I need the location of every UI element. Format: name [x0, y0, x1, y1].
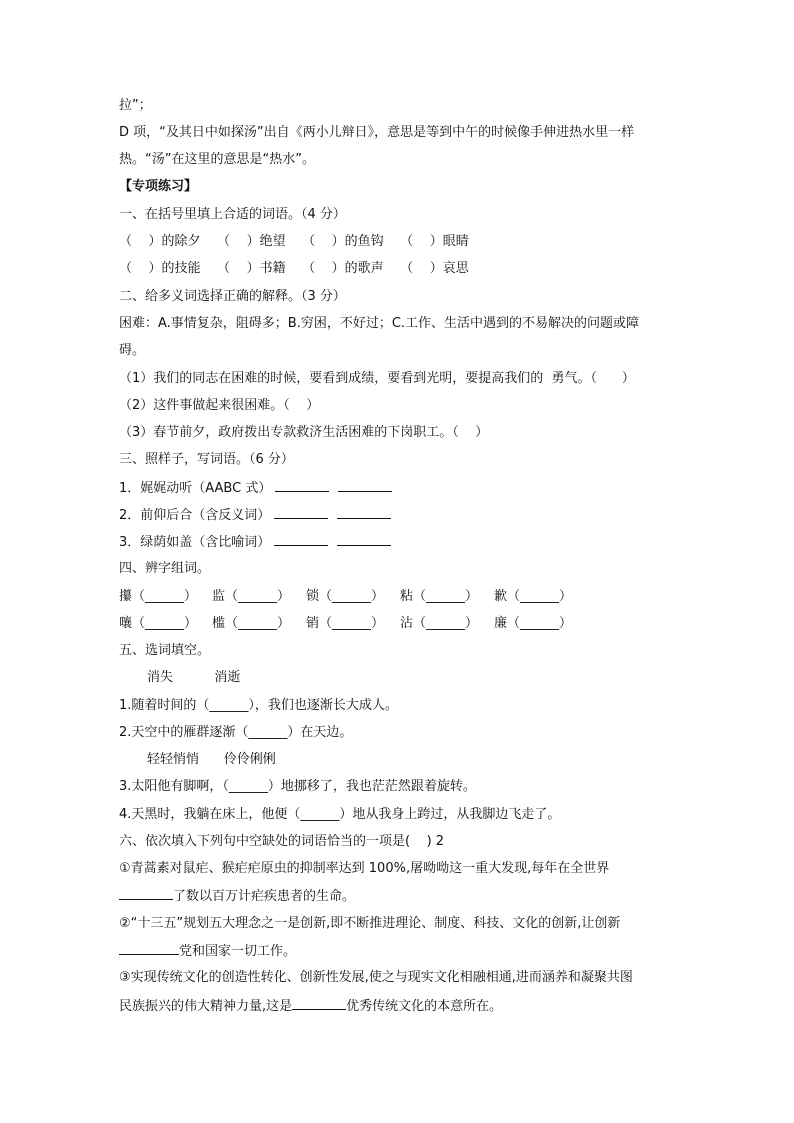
q4-cell: 嚷（______） — [119, 616, 198, 631]
answer-blank[interactable] — [275, 478, 329, 492]
q3-item-3-text: 3．绿荫如盖（含比喻词） — [119, 535, 271, 550]
q3-item-1 — [119, 478, 392, 499]
q1-row-1: （ ）的除夕 （ ）绝望 （ ）的鱼钩 （ ）眼睛 — [119, 234, 469, 249]
q6-passage-2-line-1: ②“十三五”规划五大理念之一是创新,即不断推进理论、制度、科技、文化的创新,让创新 — [119, 916, 621, 931]
q3-item-2 — [119, 505, 391, 526]
q4-title: 四、辨字组词。 — [119, 561, 211, 576]
q2-item-2: （2）这件事做起来很困难。（ ） — [119, 398, 320, 413]
q4-cell: 粘（______） — [400, 589, 479, 604]
q1-title: 一、在括号里填上合适的词语。（4 分） — [119, 207, 346, 222]
answer-blank[interactable] — [338, 478, 392, 492]
q6-passage-3-line-2 — [119, 996, 502, 1017]
q5-sentence-4: 4.天黑时，我躺在床上，他便（______）地从我身上跨过，从我脚边飞走了。 — [119, 807, 561, 822]
q5-sentence-1: 1.随着时间的（______），我们也逐渐长大成人。 — [119, 698, 398, 713]
q5-sentence-3: 3.太阳他有脚啊，（______）地挪移了，我也茫茫然跟着旋转。 — [119, 779, 476, 794]
q6-passage-1-line-2 — [119, 886, 355, 907]
q5-sentence-2: 2.天空中的雁群逐渐（______）在天边。 — [119, 725, 353, 740]
q4-cell: 廉（______） — [494, 616, 573, 631]
q3-title: 三、照样子，写词语。（6 分） — [119, 452, 294, 467]
q4-cell: 锁（______） — [306, 589, 385, 604]
q6-passage-2-tail: 党和国家一切工作。 — [179, 944, 297, 959]
q6-passage-1-tail: 了数以百万计疟疾患者的生命。 — [173, 889, 356, 904]
q2-item-3: （3）春节前夕，政府拨出专款救济生活困难的下岗职工。（ ） — [119, 425, 489, 440]
q4-cell: 攥（______） — [119, 589, 198, 604]
section-title: 【专项练习】 — [119, 179, 198, 194]
q6-passage-3-head: 民族振兴的伟大精神力量,这是 — [119, 999, 293, 1014]
answer-blank[interactable] — [292, 996, 346, 1010]
answer-blank[interactable] — [119, 886, 173, 900]
q3-item-2-text: 2．前仰后合（含反义词） — [119, 508, 271, 523]
q6-passage-3-line-1: ③实现传统文化的创造性转化、创新性发展,使之与现实文化相融相通,进而涵养和凝聚共图 — [119, 970, 633, 985]
q2-definition-line-2: 碍。 — [119, 343, 146, 358]
intro-line-1: 拉”； — [119, 98, 152, 113]
q6-passage-3-tail: 优秀传统文化的本意所在。 — [346, 999, 503, 1014]
q5-word-choices-1: 消失 消逝 — [147, 670, 241, 685]
q6-passage-2-line-2 — [119, 941, 296, 962]
answer-blank[interactable] — [274, 505, 328, 519]
q4-cell: 销（______） — [306, 616, 385, 631]
q5-title: 五、选词填空。 — [119, 643, 211, 658]
q2-definition-line-1: 困难：A.事情复杂，阻碍多；B.穷困，不好过；C.工作、生活中遇到的不易解决的问题或障 — [119, 316, 640, 331]
q4-cell: 沾（______） — [400, 616, 479, 631]
q2-title: 二、给多义词选择正确的解释。（3 分） — [119, 289, 346, 304]
q3-item-1-text: 1．娓娓动听（AABC 式） — [119, 481, 272, 496]
intro-line-2: D 项，“及其日中如探汤”出自《两小儿辩日》，意思是等到中午的时候像手伸进热水里一样 — [119, 125, 635, 140]
q4-cell: 歉（______） — [494, 589, 573, 604]
q5-word-choices-2: 轻轻悄悄 伶伶俐俐 — [147, 752, 276, 767]
q3-item-3 — [119, 532, 391, 553]
q6-title: 六、依次填入下列句中空缺处的词语恰当的一项是( ) 2 — [119, 834, 445, 849]
answer-blank[interactable] — [119, 941, 179, 955]
q6-passage-1-line-1: ①青蒿素对鼠疟、猴疟疟原虫的抑制率达到 100%,屠呦呦这一重大发现,每年在全世界 — [119, 861, 610, 876]
answer-blank[interactable] — [337, 532, 391, 546]
answer-blank[interactable] — [274, 532, 328, 546]
q1-row-2: （ ）的技能 （ ）书籍 （ ）的歌声 （ ）哀思 — [119, 261, 469, 276]
answer-blank[interactable] — [337, 505, 391, 519]
intro-line-3: 热。“汤”在这里的意思是“热水”。 — [119, 152, 315, 167]
q2-item-1: （1）我们的同志在困难的时候，要看到成绩，要看到光明，要提高我们的 勇气。（ ） — [119, 371, 635, 386]
q4-cell: 监（______） — [212, 589, 291, 604]
q4-cell: 槛（______） — [212, 616, 291, 631]
